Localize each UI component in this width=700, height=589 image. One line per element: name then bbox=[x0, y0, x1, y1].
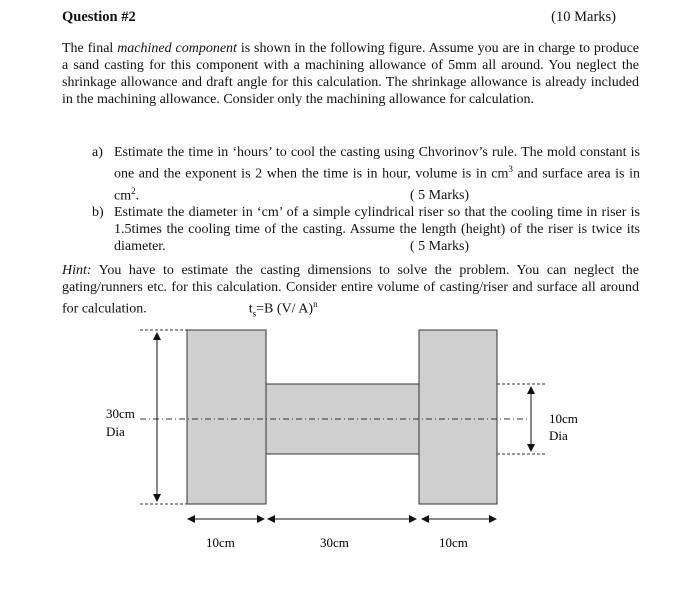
formula-t: t bbox=[248, 301, 253, 317]
bottom-label-1: 10cm bbox=[206, 535, 235, 550]
part-a-label: a) bbox=[92, 145, 103, 160]
left-dim-value: 30cm bbox=[106, 406, 135, 421]
part-a-sup-1: 3 bbox=[508, 164, 513, 174]
formula-sup: n bbox=[313, 299, 318, 309]
part-a-text-1: Estimate the time in ‘hours’ to cool the casting using Chvorinov’s rule. The mold constant is one and the exponent is 2 when the time is in hour, volume is in cm bbox=[114, 145, 640, 182]
part-b-marks: ( 5 Marks) bbox=[410, 239, 470, 255]
intro-italic: machined component bbox=[117, 41, 237, 56]
left-flange bbox=[187, 330, 266, 504]
hint-label: Hint: bbox=[62, 263, 92, 278]
right-dim-value: 10cm bbox=[549, 411, 578, 426]
part-a-sup-2: 2 bbox=[131, 185, 136, 196]
part-b-text: Estimate the diameter in ‘cm’ of a simple cylindrical riser so that the cooling time in riser is 1.5times the cooling time of the casting. Assume the length (height) of the riser is twice its diameter. bbox=[114, 205, 640, 255]
bottom-label-2: 30cm bbox=[320, 535, 349, 550]
right-flange bbox=[419, 330, 497, 504]
part-a-marks: ( 5 Marks) bbox=[410, 188, 470, 204]
part-a-text-2: and surface area is in cm bbox=[114, 166, 640, 204]
right-dim-unit: Dia bbox=[549, 428, 568, 443]
part-b-label: b) bbox=[92, 205, 104, 221]
intro-text-2: is shown in the following figure. Assume you are in charge to produce a sand casting for this component with a machining allowance of 5mm all around. You neglect the shrinkage allowance and draft angle for this calculation. The shrinkage allowance is already included in the machining allowance. Consider only the machining allowance for calculation. bbox=[62, 41, 640, 107]
intro-text-1: The final bbox=[62, 41, 118, 56]
formula-rest: =B (V/ A) bbox=[256, 301, 314, 317]
part-a-text-3: . bbox=[135, 188, 140, 204]
bottom-label-3: 10cm bbox=[439, 535, 468, 550]
left-dim-unit: Dia bbox=[106, 424, 125, 439]
question-title: Question #2 bbox=[62, 9, 136, 25]
hint-text: You have to estimate the casting dimensions to solve the problem. You can neglect the gating/runners etc. for this calculation. Consider entire volume of casting/riser and surface all around for calculation. bbox=[62, 263, 639, 317]
question-marks: (10 Marks) bbox=[551, 9, 616, 25]
formula-sub: s bbox=[252, 308, 257, 319]
